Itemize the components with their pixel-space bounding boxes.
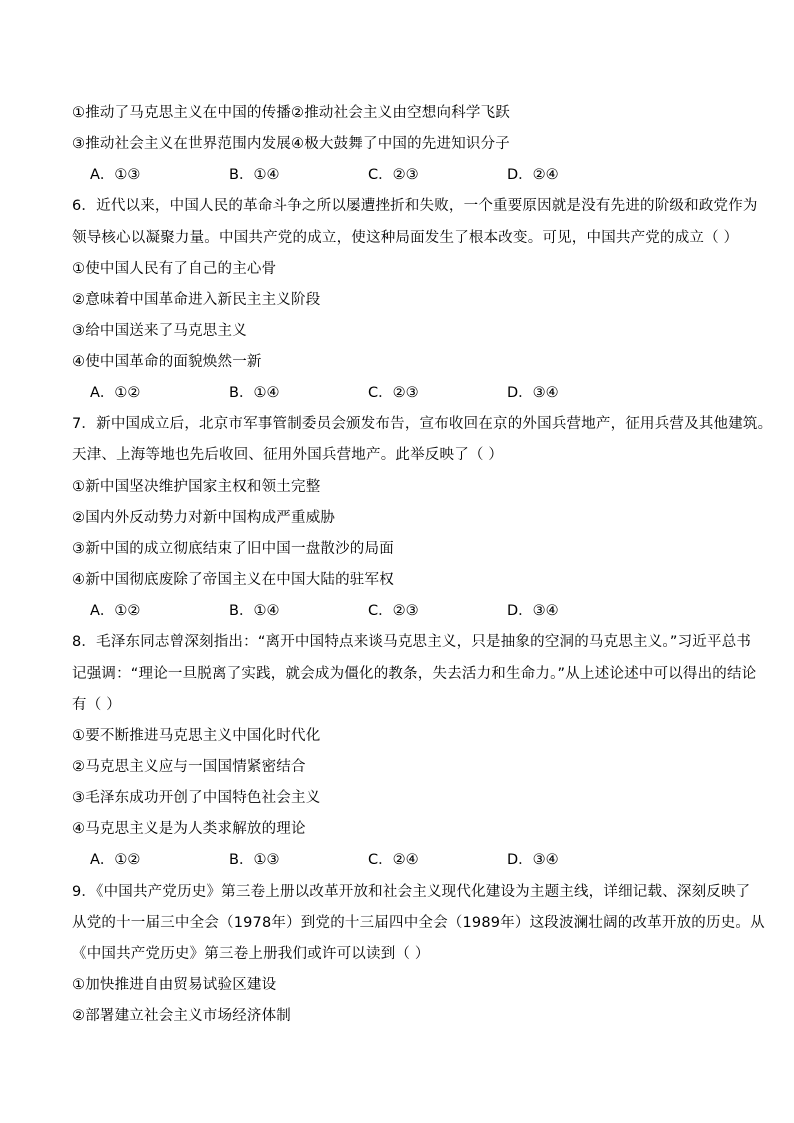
text-line-l14: ②国内外反动势力对新中国构成严重威胁 [72,510,336,526]
option-a: A．①② [90,385,141,401]
options-row-q5 [90,165,646,185]
text-line-l19: 记强调：“理论一旦脱离了实践，就会成为僵化的教条，失去活力和生命力。”从上述论述中可以得出的结论 [72,666,757,682]
text-line-l21: ①要不断推进马克思主义中国化时代化 [72,728,321,744]
option-b: B．①④ [229,385,280,401]
options-row-q8 [90,850,646,870]
text-line-l7: ②意味着中国革命进入新民主主义阶段 [72,292,321,308]
text-line-l23: ③毛泽东成功开创了中国特色社会主义 [72,790,321,806]
text-line-l16: ④新中国彻底废除了帝国主义在中国大陆的驻军权 [72,572,394,588]
option-c: C．②④ [368,852,419,868]
text-line-l22: ②马克思主义应与一国国情紧密结合 [72,759,306,775]
text-line-l28: 《中国共产党历史》第三卷上册我们或许可以读到（ ） [72,946,430,962]
option-b: B．①④ [229,167,280,183]
option-d: D．③④ [507,852,559,868]
text-line-l30: ②部署建立社会主义市场经济体制 [72,1008,291,1024]
option-a: A．①② [90,852,141,868]
options-row-q6 [90,383,646,403]
text-line-l9: ④使中国革命的面貌焕然一新 [72,354,262,370]
option-c: C．②③ [368,385,419,401]
text-line-l18: 8．毛泽东同志曾深刻指出：“离开中国特点来谈马克思主义，只是抽象的空洞的马克思主义。”习近平总书 [72,634,752,650]
option-b: B．①③ [229,852,280,868]
text-line-l6: ①使中国人民有了自己的主心骨 [72,261,277,277]
text-line-l15: ③新中国的成立彻底结束了旧中国一盘散沙的局面 [72,541,394,557]
options-row-q7 [90,601,646,621]
option-d: D．②④ [507,167,559,183]
text-line-l13: ①新中国坚决维护国家主权和领土完整 [72,479,321,495]
option-b: B．①④ [229,603,280,619]
text-line-l4: 6．近代以来，中国人民的革命斗争之所以屡遭挫折和失败，一个重要原因就是没有先进的阶级和政党作为 [72,198,758,214]
option-d: D．③④ [507,385,559,401]
text-line-l2: ③推动社会主义在世界范围内发展④极大鼓舞了中国的先进知识分子 [72,136,510,152]
text-line-l26: 9．《中国共产党历史》第三卷上册以改革开放和社会主义现代化建设为主题主线，详细记载、深刻反映了 [72,884,751,900]
option-a: A．①③ [90,167,141,183]
option-d: D．③④ [507,603,559,619]
option-a: A．①② [90,603,141,619]
option-c: C．②③ [368,603,419,619]
text-line-l27: 从党的十一届三中全会（1978年）到党的十三届四中全会（1989年）这段波澜壮阔的改革开放的历史。从 [72,915,765,931]
text-line-l8: ③给中国送来了马克思主义 [72,323,247,339]
text-line-l1: ①推动了马克思主义在中国的传播②推动社会主义由空想向科学飞跃 [72,105,510,121]
text-line-l12: 天津、上海等地也先后收回、征用外国兵营地产。此举反映了（ ） [72,447,504,463]
option-c: C．②③ [368,167,419,183]
text-line-l29: ①加快推进自由贸易试验区建设 [72,977,277,993]
text-line-l24: ④马克思主义是为人类求解放的理论 [72,821,306,837]
text-line-l20: 有（ ） [72,697,121,713]
text-line-l5: 领导核心以凝聚力量。中国共产党的成立，使这种局面发生了根本改变。可见，中国共产党的成立（ ） [72,230,739,246]
text-line-l11: 7．新中国成立后，北京市军事管制委员会颁发布告，宣布收回在京的外国兵营地产，征用兵营及其他建筑。 [72,416,773,432]
